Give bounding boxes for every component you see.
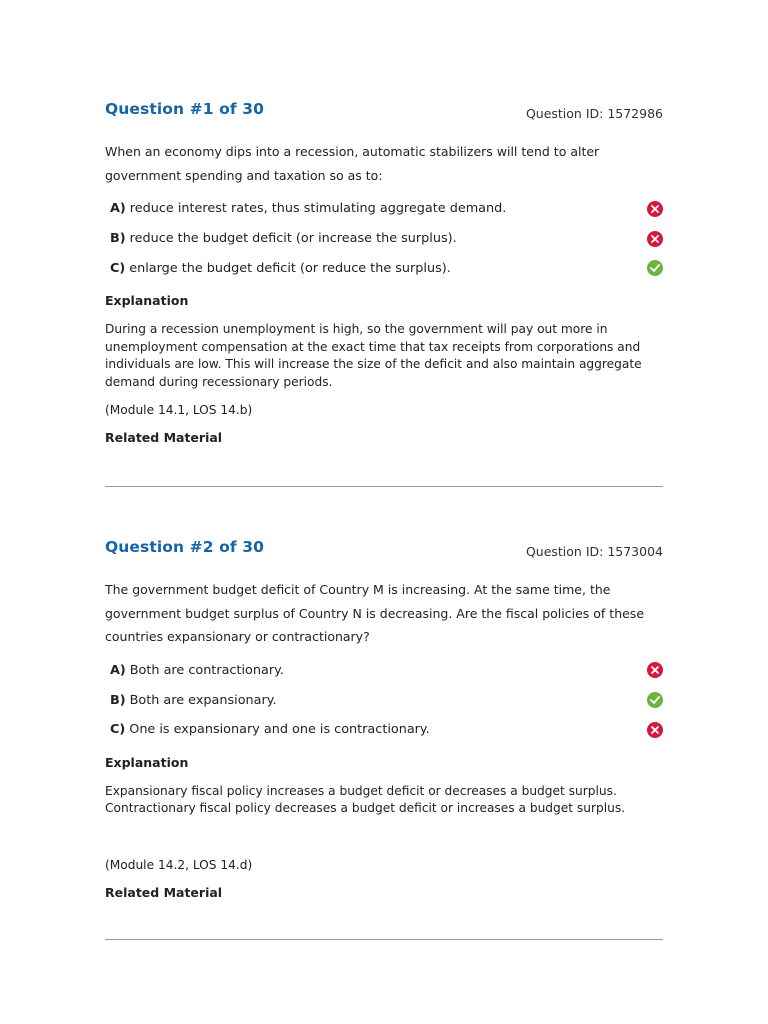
explanation-heading: Explanation <box>105 754 189 770</box>
divider <box>105 939 663 940</box>
x-circle-icon <box>647 231 663 247</box>
option-letter: C) <box>110 260 126 276</box>
explanation-text: Expansionary fiscal policy increases a budget deficit or decreases a budget surplus. Contractionary fiscal policy decreases a budget deficit or increases a budget surplus. <box>105 783 626 816</box>
answer-options <box>105 656 663 745</box>
option-letter: B) <box>110 692 126 708</box>
explanation-text: During a recession unemployment is high, so the government will pay out more in unemployment compensation at the exact time that tax receipts from corporations and individuals are low. This will increase the size of the deficit and also maintain aggregate demand during recessionary periods. <box>105 322 642 389</box>
question-header <box>105 100 663 132</box>
question-title: Question #2 of 30 <box>105 538 264 557</box>
question-id: Question ID: 1573004 <box>525 544 663 560</box>
answer-option-b[interactable] <box>105 685 663 715</box>
question-header <box>105 538 663 570</box>
option-content <box>110 231 457 246</box>
module-reference: (Module 14.2, LOS 14.d) <box>105 857 253 872</box>
answer-options <box>105 194 663 283</box>
question-1 <box>105 0 663 487</box>
check-circle-icon <box>647 692 663 708</box>
x-circle-icon <box>647 201 663 217</box>
answer-option-c[interactable] <box>105 715 663 745</box>
option-letter: A) <box>110 201 126 217</box>
option-content <box>110 722 430 737</box>
question-page <box>105 0 663 940</box>
question-text: The government budget deficit of Country M is increasing. At the same time, the government budget surplus of Country N is decreasing. Are the fiscal policies of these countries expansionary or contractionary? <box>105 582 645 645</box>
option-letter: A) <box>110 662 126 678</box>
option-content <box>110 663 284 678</box>
related-material-link[interactable]: Related Material <box>105 430 223 446</box>
option-content <box>110 693 277 708</box>
answer-option-c[interactable] <box>105 253 663 283</box>
check-circle-icon <box>647 260 663 276</box>
option-text: reduce the budget deficit (or increase the surplus). <box>129 231 457 247</box>
option-text: enlarge the budget deficit (or reduce the surplus). <box>129 260 451 276</box>
option-text: Both are expansionary. <box>129 692 277 708</box>
option-content <box>110 261 451 276</box>
x-circle-icon <box>647 722 663 738</box>
answer-option-a[interactable] <box>105 656 663 686</box>
answer-option-b[interactable] <box>105 224 663 254</box>
question-text: When an economy dips into a recession, automatic stabilizers will tend to alter government spending and taxation so as to: <box>105 144 600 183</box>
x-circle-icon <box>647 662 663 678</box>
option-text: One is expansionary and one is contractionary. <box>129 722 430 738</box>
explanation-heading: Explanation <box>105 293 189 309</box>
question-2 <box>105 538 663 940</box>
question-title: Question #1 of 30 <box>105 100 264 118</box>
option-letter: B) <box>110 231 126 247</box>
option-content <box>110 201 506 216</box>
option-text: Both are contractionary. <box>129 662 284 678</box>
answer-option-a[interactable] <box>105 194 663 224</box>
related-material-link[interactable]: Related Material <box>105 884 223 900</box>
divider <box>105 486 663 487</box>
question-id: Question ID: 1572986 <box>525 106 663 121</box>
module-reference: (Module 14.1, LOS 14.b) <box>105 403 253 418</box>
option-text: reduce interest rates, thus stimulating aggregate demand. <box>129 201 507 217</box>
option-letter: C) <box>110 722 126 738</box>
